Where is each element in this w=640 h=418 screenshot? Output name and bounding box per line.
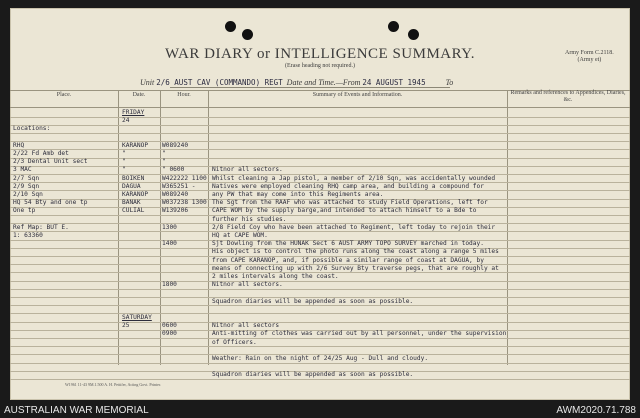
entry-hour: W365251 - (162, 182, 196, 190)
header-bottom-rule (10, 107, 630, 108)
entry-summary: Whilst cleaning a Jap pistol, a member of 2/10 Sqn, was accidentally wounded (212, 174, 496, 182)
punch-hole (225, 21, 236, 32)
punch-hole (408, 29, 419, 40)
entry-summary: Weather: Rain on the night of 24/25 Aug - Dull and cloudy. (212, 355, 429, 362)
entry-hour: " (162, 158, 166, 166)
ruled-line (10, 125, 630, 126)
entry-place: 3 MAC (13, 166, 32, 174)
ruled-line (10, 215, 630, 216)
entry-hour: 1300 (162, 223, 177, 231)
entry-hour: 1400 (162, 240, 177, 248)
unit-rule (170, 87, 450, 88)
entry-hour: 0900 (162, 330, 177, 338)
entry-date: 24 (122, 117, 130, 125)
ruled-line (10, 166, 630, 167)
header-place: Place. (56, 92, 72, 98)
entry-date: BOIKEN (122, 174, 145, 182)
army-form-line: Army Form C.2118. (565, 50, 614, 56)
entry-hour: " 0600 (162, 166, 185, 174)
army-form-line: (Army et) (577, 57, 602, 63)
punch-hole (242, 29, 253, 40)
entry-place: 2/22 Fd Amb det (13, 150, 69, 157)
form-subtitle: (Erase heading not required.) (285, 63, 355, 69)
ruled-line (10, 363, 630, 364)
entry-hour: W089240 (162, 141, 189, 149)
ruled-line (10, 322, 630, 323)
entry-hour: W422222 1100 (162, 174, 207, 182)
header-hour: Hour. (177, 92, 191, 98)
column-divider (507, 90, 508, 365)
entry-place: 2/3 Dental Unit sect (13, 158, 88, 166)
entry-summary: Squadron diaries will be appended as soon as possible. (212, 297, 414, 305)
ruled-line (10, 338, 630, 339)
unit-line (140, 78, 453, 87)
ruled-line (10, 281, 630, 282)
punch-hole (388, 21, 399, 32)
entry-place: Ref Map: BUT E. (13, 223, 69, 231)
ruled-line (10, 379, 630, 380)
entry-place: 2/7 Sqn (13, 174, 40, 182)
entry-date: 25 (122, 322, 130, 330)
entry-date: " (122, 158, 126, 166)
entry-summary: 2 miles intervals along the coast. (212, 273, 339, 280)
entry-summary: CAPE WOM by the supply barge,and intended to attach himself to a Bde to (212, 207, 477, 215)
date-time-label: Date and Time.—From (286, 78, 361, 87)
form-title: WAR DIARY or INTELLIGENCE SUMMARY. (165, 46, 475, 62)
army-form-number (565, 50, 614, 64)
ruled-line (10, 289, 630, 290)
ruled-line (10, 158, 630, 159)
entry-date: FRIDAY (122, 109, 145, 116)
entry-hour: 1800 (162, 281, 177, 289)
entry-summary: of Officers. (212, 338, 257, 346)
ruled-line (10, 117, 630, 118)
entry-summary: The Sgt from the RAAF who was attached to study Field Operations, left for (212, 199, 488, 207)
unit-label: Unit (140, 78, 155, 87)
entry-date: DAGUA (122, 182, 141, 190)
header-remarks: Remarks and references to Appendices, Diaries, &c. (510, 90, 626, 103)
diary-sheet (10, 8, 630, 400)
entry-summary: Squadron diaries will be appended as soon as possible. (212, 371, 414, 379)
entry-hour: 0600 (162, 322, 177, 330)
entry-summary: HQ at CAPE WOM. (212, 232, 268, 239)
entry-date: BANAK (122, 199, 141, 207)
entry-summary: any PW that may come into this Regiments area. (212, 191, 384, 198)
ruled-line (10, 141, 630, 142)
entry-summary: from CAPE KARANOP, and, if possible a similar range of coast at DAGUA, by (212, 256, 484, 264)
column-divider (160, 90, 161, 365)
entry-place: 2/10 Sqn (13, 191, 43, 198)
date-value: 24 AUGUST 1945 (362, 78, 426, 87)
entry-date: KARANOP (122, 191, 149, 198)
entry-place: HQ 54 Bty and one tp (13, 199, 88, 207)
ruled-line (10, 305, 630, 306)
entry-summary: Sjt Dowling from the HUNAK Sect 6 AUST ARMY TOPO SURVEY marched in today. (212, 240, 484, 248)
entry-summary: 2/8 Field Coy who have been attached to Regiment, left today to rejoin their (212, 223, 496, 231)
header-summary: Summary of Events and Information. (312, 92, 403, 98)
unit-value: 2/6 AUST CAV (COMMANDO) REGT (156, 78, 283, 87)
printer-imprint: W1961 11-43 9M.1.500 A. H. Pettifer, Acting Govt. Printer. (65, 382, 162, 387)
caption-institution: AUSTRALIAN WAR MEMORIAL (4, 405, 149, 416)
entry-summary: His object is to control the photo runs along the coast along a range 5 miles (212, 248, 499, 256)
entry-place: Locations: (13, 125, 51, 133)
entry-place: RHQ (13, 141, 25, 149)
entry-place: 2/9 Sqn (13, 182, 40, 190)
entry-hour: W139206 (162, 207, 189, 215)
entry-summary: Natives were employed cleaning RHQ camp area, and building a compound for (212, 182, 484, 190)
entry-hour: W089240 (162, 191, 189, 198)
entry-date: KARANOP (122, 141, 149, 149)
ruled-line (10, 149, 630, 150)
entry-summary: Nitnor all sectors (212, 322, 280, 330)
ruled-line (10, 313, 630, 314)
entry-date: SATURDAY (122, 314, 152, 321)
ruled-line (10, 133, 630, 134)
entry-hour: W037238 1300 (162, 199, 207, 207)
ruled-line (10, 346, 630, 347)
to-label: To (445, 78, 454, 87)
caption-accession-number: AWM2020.71.788 (556, 405, 636, 416)
entry-date: " (122, 150, 126, 157)
entry-summary: means of connecting up with 2/6 Survey Bty traverse pegs, that are roughly at (212, 264, 499, 272)
entry-place: 1: 63360 (13, 232, 43, 239)
entry-hour: " (162, 150, 166, 157)
column-divider (208, 90, 209, 365)
header-date: Date. (132, 92, 146, 98)
entry-place: One tp (13, 207, 36, 215)
entry-date: CULIAL (122, 207, 145, 215)
ruled-line (10, 231, 630, 232)
entry-summary: Nitnor all sectors. (212, 166, 283, 174)
entry-summary: further his studies. (212, 215, 287, 223)
column-divider (118, 90, 119, 365)
entry-summary: Nitnor all sectors. (212, 281, 283, 289)
entry-date: " (122, 166, 126, 174)
entry-summary: Anti-mitting of clothes was carried out by all personnel, under the supervision (212, 330, 507, 338)
